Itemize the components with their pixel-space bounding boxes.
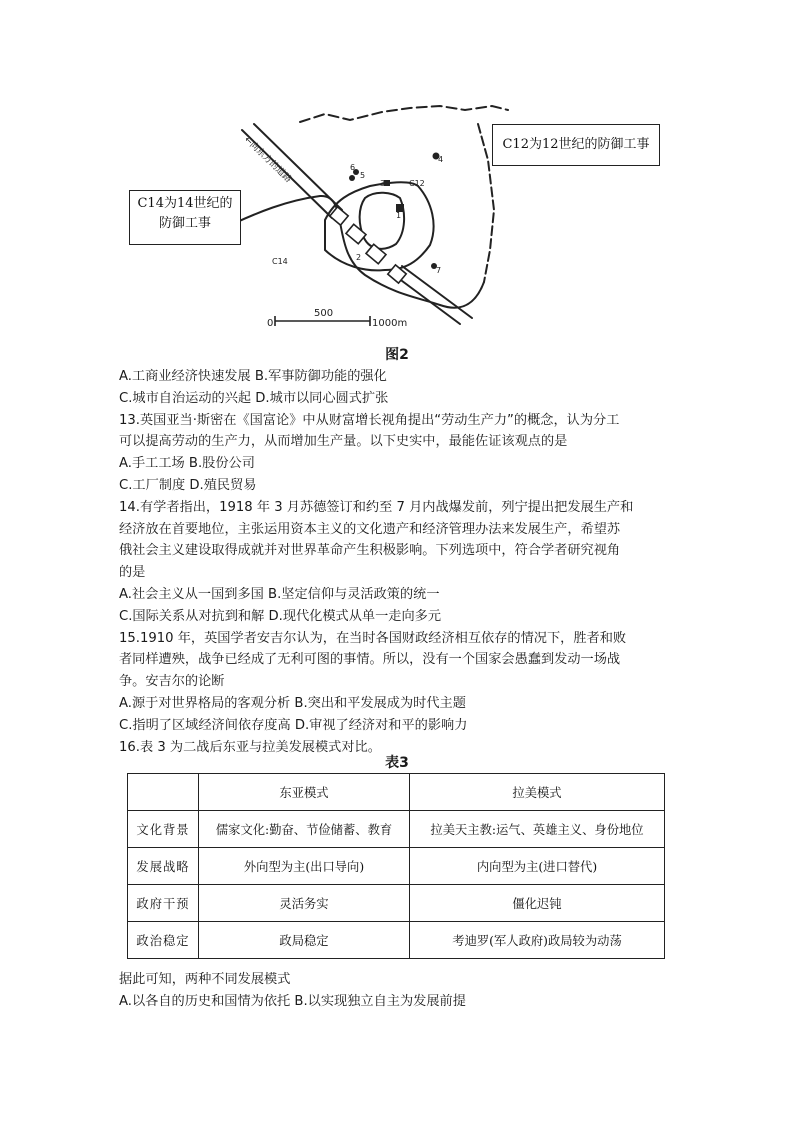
table-cell: 僵化迟钝 xyxy=(410,885,665,922)
figure-map xyxy=(120,100,680,335)
figure-caption: 图2 xyxy=(385,347,409,363)
table-cell: 发展战略 xyxy=(128,848,199,885)
label-1: 1 xyxy=(396,211,402,220)
table-cell: 政府干预 xyxy=(128,885,199,922)
table-cell: 考迪罗(军人政府)政局较为动荡 xyxy=(410,922,665,959)
table-header-cell: 拉美模式 xyxy=(410,774,665,811)
text-line: 争。安吉尔的论断 xyxy=(119,674,225,690)
label-4: 4 xyxy=(438,155,444,164)
text-line: C.城市自治运动的兴起 D.城市以同心圆式扩张 xyxy=(119,390,389,406)
label-6: 6 xyxy=(350,163,356,172)
gate-2 xyxy=(346,224,366,243)
table-cell: 拉美天主教:运气、英雄主义、身份地位 xyxy=(410,811,665,848)
callout-c14-line1: C14为14世纪的 xyxy=(137,196,233,211)
table-cell: 政局稳定 xyxy=(199,922,410,959)
text-line: 15.1910 年，英国学者安吉尔认为，在当时各国财政经济相互依存的情况下，胜者和败 xyxy=(119,630,627,646)
text-line: 14.有学者指出，1918 年 3 月苏德签订和约至 7 月内战爆发前，列宁提出把发展生产和 xyxy=(119,499,634,515)
label-c14: C14 xyxy=(272,257,288,266)
text-line: 的是 xyxy=(119,565,146,581)
road-right-line xyxy=(254,124,342,210)
road-label: ←向东方的道路 xyxy=(241,134,294,185)
table-row xyxy=(128,848,665,885)
callout-c12: C12为12世纪的防御工事 xyxy=(492,124,660,166)
outer-boundary-top xyxy=(300,106,508,122)
text-line: 俄社会主义建设取得成就并对世界革命产生积极影响。下列选项中，符合学者研究视角 xyxy=(119,543,621,559)
text-line: A.源于对世界格局的客观分析 B.突出和平发展成为时代主题 xyxy=(119,695,466,711)
text-line: A.工商业经济快速发展 B.军事防御功能的强化 xyxy=(119,369,387,384)
table-cell: 内向型为主(进口替代) xyxy=(410,848,665,885)
text-line: 可以提高劳动的生产力，从而增加生产量。以下史实中，最能佐证该观点的是 xyxy=(119,434,568,450)
text-line: 据此可知，两种不同发展模式 xyxy=(119,972,291,987)
building-6 xyxy=(349,175,355,181)
table-caption: 表3 xyxy=(385,755,409,771)
table-cell: 儒家文化:勤奋、节俭储蓄、教育 xyxy=(199,811,410,848)
citadel xyxy=(360,193,404,249)
comparison-table xyxy=(127,773,665,959)
table-row xyxy=(128,885,665,922)
table-cell: 政治稳定 xyxy=(128,922,199,959)
text-line: 13.英国亚当·斯密在《国富论》中从财富增长视角提出“劳动生产力”的概念，认为分工 xyxy=(119,412,620,428)
table-cell: 灵活务实 xyxy=(199,885,410,922)
scale-label-1000: 1000m xyxy=(372,318,408,329)
label-2: 2 xyxy=(356,253,362,262)
text-line: 者同样遭殃，战争已经成了无利可图的事情。所以，没有一个国家会愚蠢到发动一场战 xyxy=(119,652,621,668)
text-line: A.社会主义从一国到多国 B.坚定信仰与灵活政策的统一 xyxy=(119,586,440,602)
table-header-cell: 东亚模式 xyxy=(199,774,410,811)
text-line: C.指明了区域经济间依存度高 D.审视了经济对和平的影响力 xyxy=(119,717,468,733)
callout-c14 xyxy=(129,190,241,245)
scale-label-0: 0 xyxy=(267,318,274,329)
text-line: C.国际关系从对抗到和解 D.现代化模式从单一走向多元 xyxy=(119,608,442,624)
questions-block xyxy=(119,366,681,758)
table-cell: 外向型为主(出口导向) xyxy=(199,848,410,885)
table-row xyxy=(128,811,665,848)
text-line: C.工厂制度 D.殖民贸易 xyxy=(119,477,257,493)
callout-c14-line2: 防御工事 xyxy=(158,216,211,231)
gate-3 xyxy=(366,244,386,263)
outer-boundary-left xyxy=(212,196,484,308)
scale-label-500: 500 xyxy=(314,308,334,319)
label-7: 7 xyxy=(436,266,442,275)
text-line: 经济放在首要地位，主张运用资本主义的文化遗产和经济管理办法来发展生产，希望苏 xyxy=(119,521,621,537)
text-line: A.手工工场 B.股份公司 xyxy=(119,456,255,472)
text-line: A.以各自的历史和国情为依托 B.以实现独立自主为发展前提 xyxy=(119,993,466,1009)
label-c12: C12 xyxy=(409,179,425,188)
question-16-tail xyxy=(119,969,681,1013)
table-cell: 文化背景 xyxy=(128,811,199,848)
table-header-cell xyxy=(128,774,199,811)
table-row xyxy=(128,922,665,959)
table-header-row xyxy=(128,774,665,811)
label-3: 3 xyxy=(380,179,386,188)
label-5: 5 xyxy=(360,171,366,180)
text-line: 16.表 3 为二战后东亚与拉美发展模式对比。 xyxy=(119,739,381,755)
